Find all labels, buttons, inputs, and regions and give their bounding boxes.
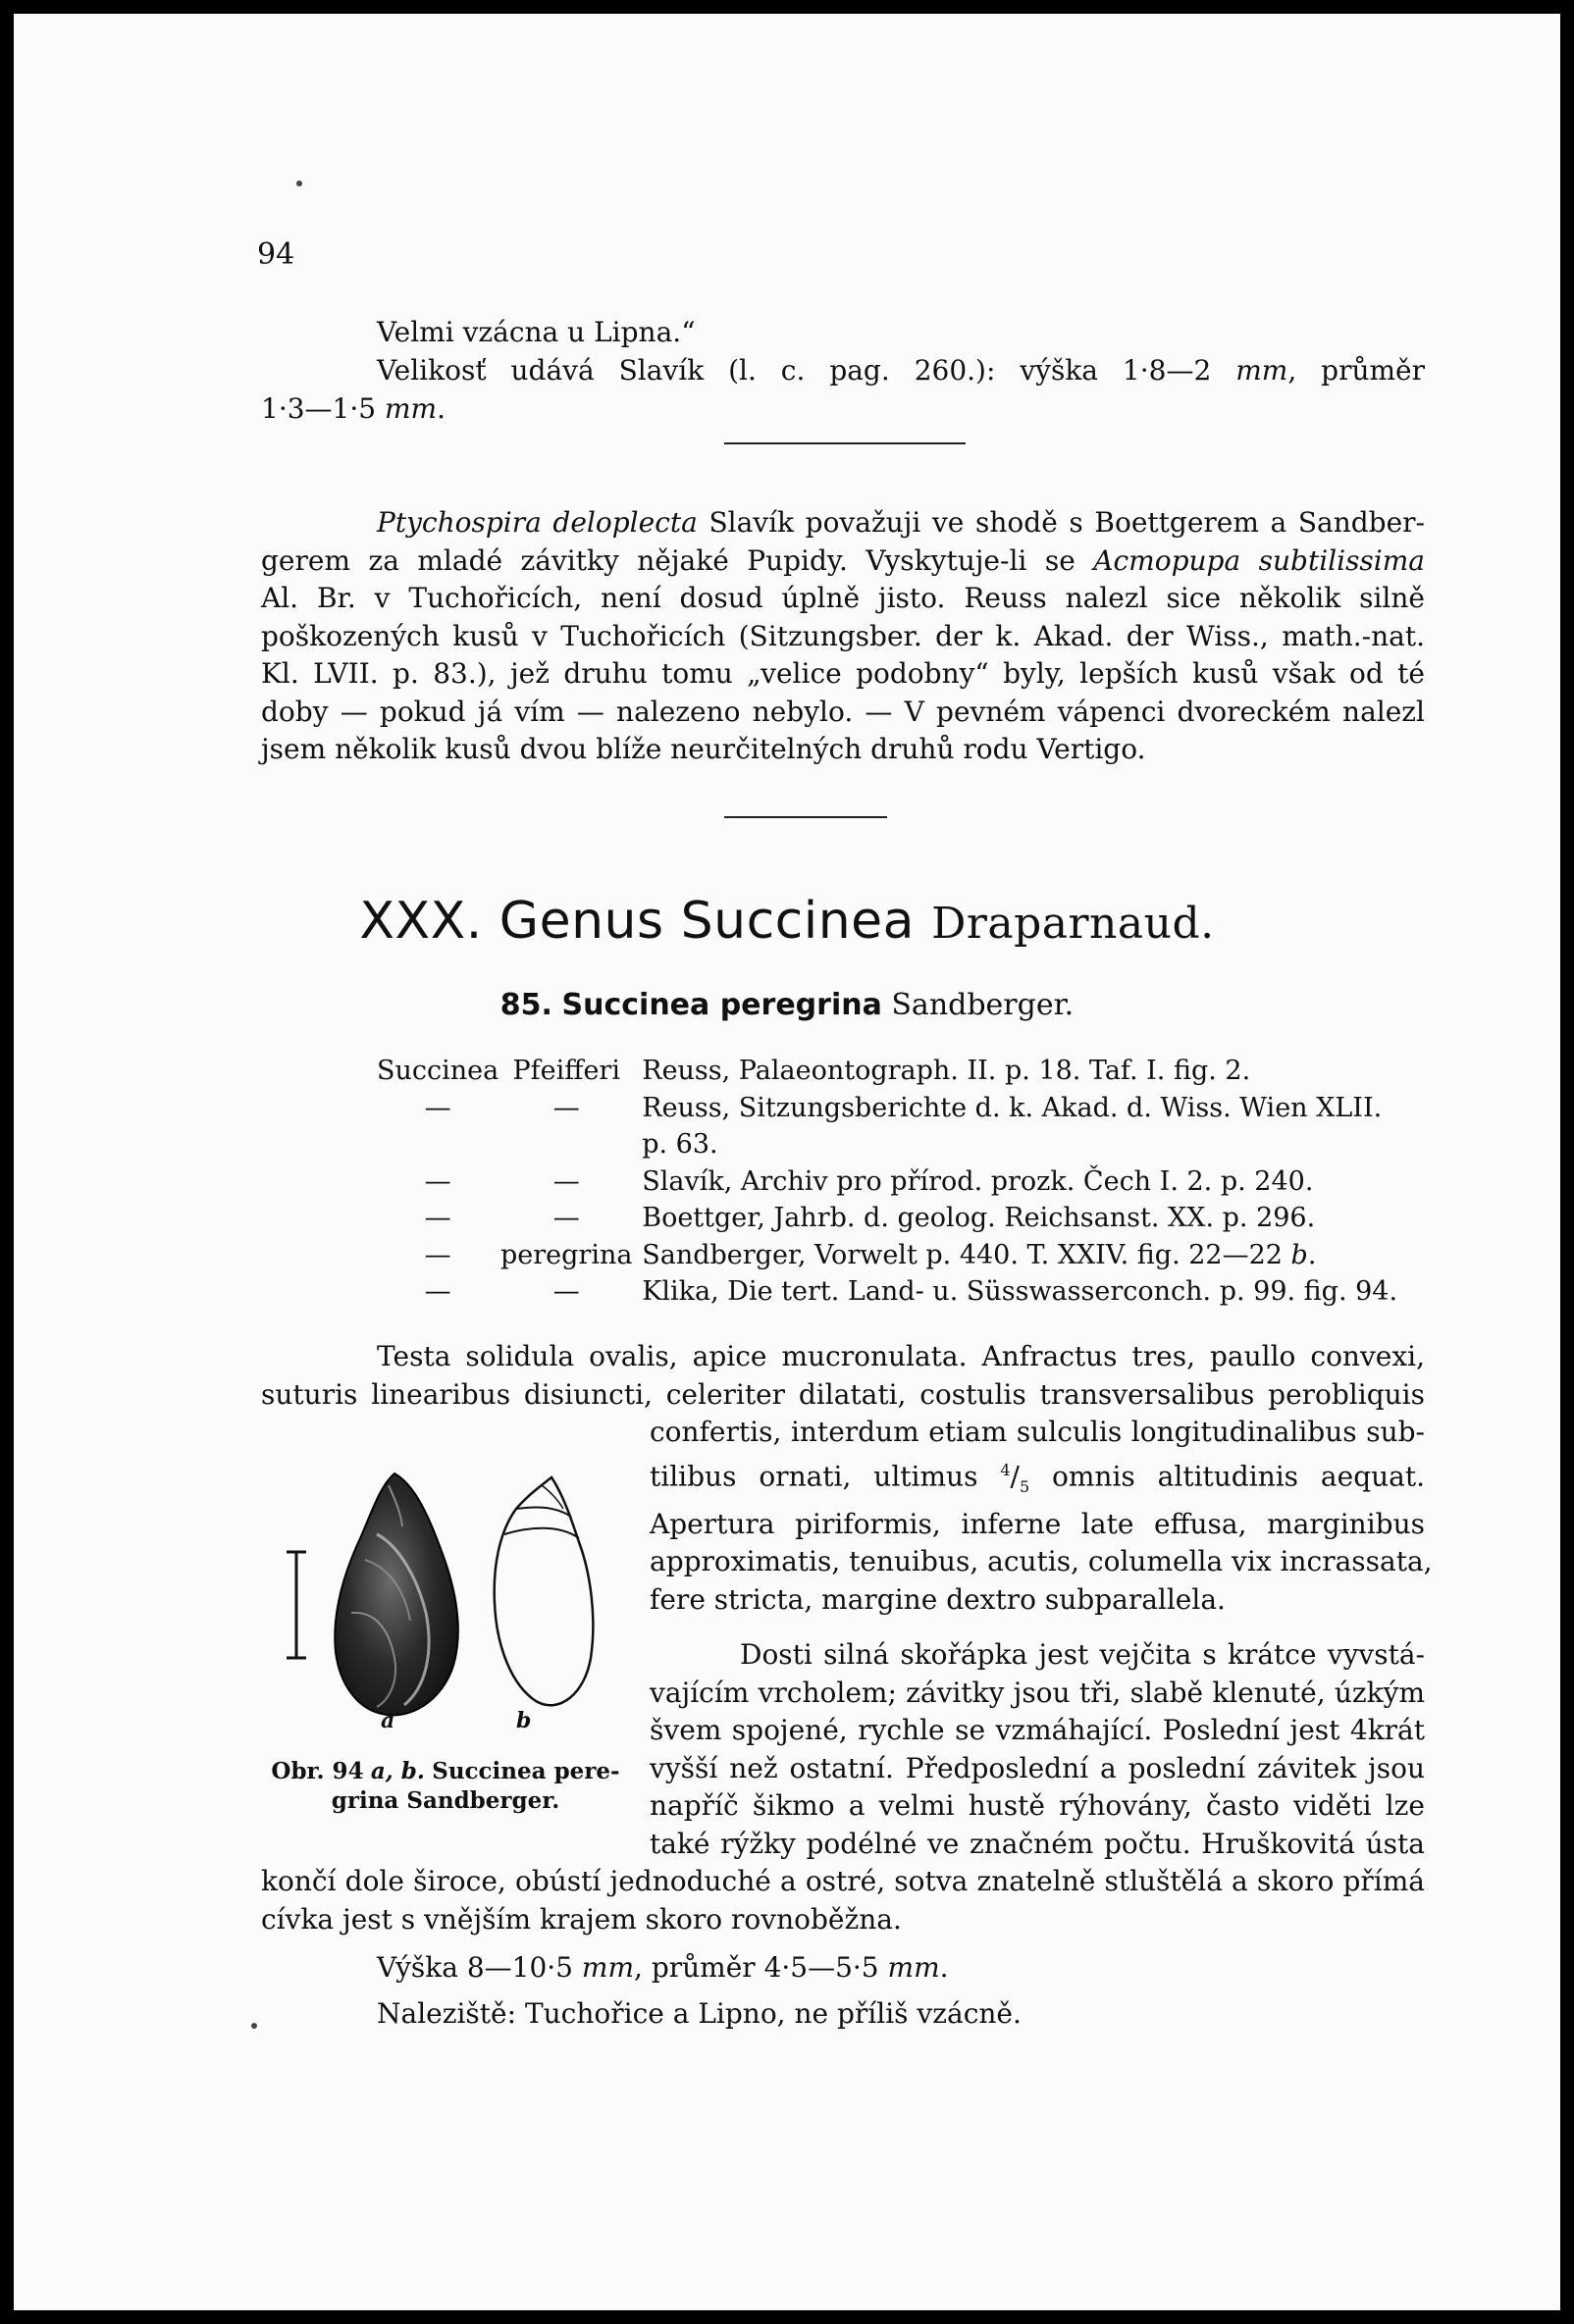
synonymy-genus: — [424,1092,451,1123]
paragraph-line: Apertura piriformis, inferne late effusa, marginibus [650,1507,1425,1540]
paragraph-line: Kl. LVII. p. 83.), jež druhu tomu „velice podobny“ byly, lepších kusů však od té [261,657,1425,690]
paragraph-line: Ptychospira deloplecta Slavík považuji ve shodě s Boettgerem a Sandber- [377,506,1426,539]
paragraph-line: jsem několik kusů dvou blíže neurčitelných druhů rodu Vertigo. [261,733,1146,765]
scan-speck [251,2023,257,2029]
synonymy-row [377,1203,1397,1240]
synonymy-genus: — [424,1239,451,1270]
synonymy-row [377,1240,1397,1277]
genus-heading [14,892,1560,951]
intro-line: 1·3—1·5 mm. [261,392,446,425]
synonymy-reference: Reuss, Sitzungsberichte d. k. Akad. d. Wiss. Wien XLII. [642,1092,1383,1123]
paragraph-line: Testa solidula ovalis, apice mucronulata. Anfractus tres, paullo convexi, [377,1340,1425,1372]
paragraph-line: approximatis, tenuibus, acutis, columella vix incrassata, [650,1545,1433,1578]
intro-line: Velikosť udává Slavík (l. c. pag. 260.): výška 1·8—2 mm, průměr [377,354,1425,387]
species-heading [14,988,1560,1022]
synonymy-row [377,1093,1397,1130]
synonymy-row [377,1166,1397,1204]
shell-a-drawing [335,1473,458,1715]
intro-line: Velmi vzácna u Lipna.“ [377,316,696,348]
synonymy-reference: Boettger, Jahrb. d. geolog. Reichsanst. XX. p. 296. [642,1203,1316,1233]
species-name: Succinea peregrina [561,988,882,1022]
paragraph-line: poškozených kusů v Tuchořicích (Sitzungsber. der k. Akad. der Wiss., math.-nat. [261,619,1425,652]
genus-title: XXX. Genus Succinea [359,892,916,951]
caption-line: grina Sandberger. [331,1787,560,1814]
scale-bar [287,1552,306,1658]
czech-description-full [261,1863,1425,1938]
paragraph-line: končí dole široce, obústí jednoduché a ostré, sotva znatelně stluštělá a skoro přímá [261,1865,1425,1897]
synonymy-species: — [552,1203,580,1233]
paragraph-line: doby — pokud já vím — nalezeno nebylo. — V pevném vápenci dvoreckém nalezl [261,695,1425,728]
latin-description-side [650,1414,1433,1619]
paragraph-line: suturis linearibus disiuncti, celeriter dilatati, costulis transversalibus perobliquis [261,1377,1425,1411]
czech-description-side [650,1636,1425,1863]
figure-caption [259,1757,632,1815]
shell-b-outline [495,1477,594,1705]
caption-prefix: Obr. 94 [271,1758,364,1784]
synonymy-genus: — [424,1203,451,1233]
synonymy-genus: — [424,1276,451,1307]
paragraph-line: cívka jest s vnějším krajem skoro rovnoběžna. [261,1902,902,1936]
ptychospira-paragraph [261,504,1425,769]
synonymy-species: — [552,1165,580,1197]
figure-label-a: a [381,1708,395,1733]
shell-figure [279,1466,612,1789]
genus-author: Draparnaud. [931,899,1215,949]
paragraph-line: Dosti silná skořápka jest vejčita s krátce vyvstá- [740,1638,1425,1671]
synonymy-species: — [552,1092,580,1123]
synonymy-row [377,1276,1397,1314]
size-line: Výška 8—10·5 mm, průměr 4·5—5·5 mm. [377,1951,949,1984]
synonymy-reference: p. 63. [642,1129,718,1160]
paragraph-line: fere stricta, margine dextro subparallela. [650,1582,1226,1616]
locality-line: Naleziště: Tuchořice a Lipno, ne příliš vzácně. [377,1997,1022,2030]
paragraph-line: tilibus ornati, ultimus $^4/_5$ omnis altitudinis aequat. [650,1459,1425,1496]
scan-speck [296,181,302,186]
synonymy-row [377,1129,1397,1166]
synonymy-genus: Succinea [377,1056,499,1086]
divider [724,816,887,818]
figure-label-b: b [516,1708,532,1733]
synonymy-row [377,1056,1397,1093]
species-author: Sandberger. [891,988,1075,1022]
paragraph-line: švem spojené, rychle se vzmáhající. Poslední jest 4krát [650,1714,1425,1746]
caption-rest: Succinea pere- [432,1758,620,1784]
divider [724,442,966,444]
caption-ab: a, b. [370,1758,425,1784]
caption-line [259,1757,632,1786]
paragraph-line: Al. Br. v Tuchořicích, není dosud úplně jisto. Reuss nalezl sice několik silně [261,582,1425,614]
paragraph-line: gerem za mladé závitky nějaké Pupidy. Vyskytuje-li se Acmopupa subtilissima [261,543,1426,577]
synonymy-reference: Sandberger, Vorwelt p. 440. T. XXIV. fig. 22—22 b. [642,1239,1317,1270]
synonymy-species [498,1129,634,1166]
paragraph-line: napříč šikmo a velmi hustě rýhovány, často viděti lze [650,1789,1425,1822]
paragraph-line: vajícím vrcholem; závitky jsou tři, slabě klenuté, úzkým [650,1676,1425,1709]
synonymy-table [377,1056,1397,1314]
synonymy-species: — [552,1276,580,1307]
paragraph-line: confertis, interdum etiam sulculis longitudinalibus sub- [650,1416,1425,1448]
synonymy-genus [377,1129,498,1166]
paragraph-line: vyšší než ostatní. Předposlední a poslední závitek jsou [650,1751,1425,1784]
page-number: 94 [257,237,295,272]
synonymy-genus: — [424,1165,451,1197]
synonymy-reference: Slavík, Archiv pro přírod. prozk. Čech I. 2. p. 240. [642,1165,1314,1197]
synonymy-species: Pfeifferi [512,1056,620,1086]
page [14,14,1560,2310]
latin-description-full [261,1338,1425,1414]
synonymy-reference: Reuss, Palaeontograph. II. p. 18. Taf. I. fig. 2. [642,1056,1251,1086]
paragraph-line: také rýžky podélné ve značném počtu. Hruškovitá ústa [650,1827,1425,1860]
species-number: 85. [499,988,552,1022]
synonymy-species: peregrina [500,1239,633,1270]
synonymy-reference: Klika, Die tert. Land- u. Süsswasserconch. p. 99. fig. 94. [642,1276,1398,1307]
